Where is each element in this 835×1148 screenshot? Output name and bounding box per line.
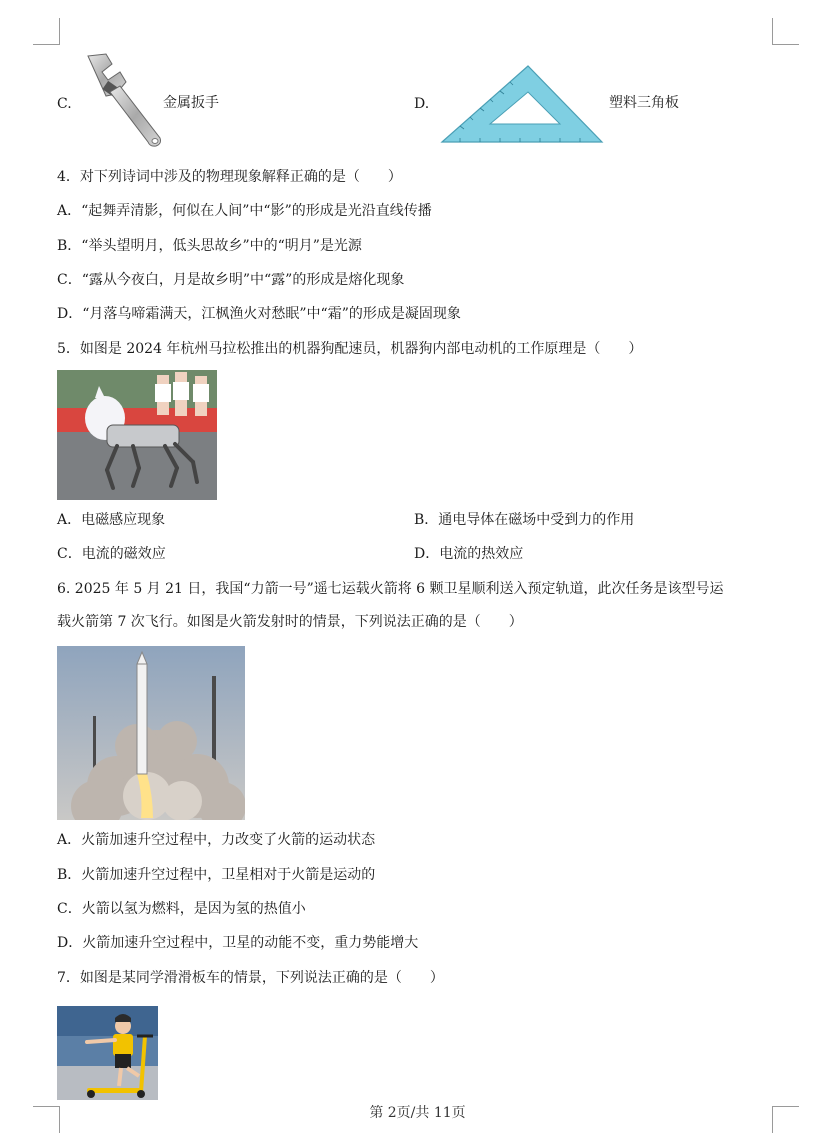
- q3-option-c-letter: C.: [57, 96, 72, 112]
- q5-stem: 5．如图是 2024 年杭州马拉松推出的机器狗配速员，机器狗内部电动机的工作原理是（ ）: [57, 341, 643, 357]
- q4-option-a: A．“起舞弄清影，何似在人间”中“影”的形成是光沿直线传播: [57, 203, 432, 219]
- q7-stem: 7．如图是某同学滑滑板车的情景，下列说法正确的是（ ）: [57, 970, 444, 986]
- wrench-image: [76, 50, 168, 150]
- q3-option-d-letter: D.: [414, 96, 430, 112]
- q4-option-b: B．“举头望明月，低头思故乡”中的“明月”是光源: [57, 238, 362, 254]
- q4-option-d: D．“月落乌啼霜满天，江枫渔火对愁眠”中“霜”的形成是凝固现象: [57, 306, 461, 322]
- q6-option-d: D．火箭加速升空过程中，卫星的动能不变，重力势能增大: [57, 935, 419, 951]
- scooter-photo: [57, 1006, 158, 1100]
- rocket-launch-photo: [57, 646, 245, 820]
- page-number-text: 第 2页/共 11页: [369, 1105, 466, 1121]
- q6-stem-line1: 6. 2025 年 5 月 21 日，我国“力箭一号”遥七运载火箭将 6 颗卫星顺利送入预定轨道，此次任务是该型号运: [57, 581, 724, 597]
- corner-mark-top-left: [33, 18, 60, 45]
- q4-option-c: C．“露从今夜白，月是故乡明”中“露”的形成是熔化现象: [57, 272, 405, 288]
- corner-mark-top-right: [772, 18, 799, 45]
- q5-option-d: D．电流的热效应: [414, 546, 524, 562]
- q6-option-a: A．火箭加速升空过程中，力改变了火箭的运动状态: [57, 832, 376, 848]
- robot-dog-photo: [57, 370, 217, 500]
- q4-stem: 4．对下列诗词中涉及的物理现象解释正确的是（ ）: [57, 169, 402, 185]
- q6-option-c: C．火箭以氢为燃料，是因为氢的热值小: [57, 901, 306, 917]
- page-number-footer: [0, 1102, 835, 1122]
- q6-option-b: B．火箭加速升空过程中，卫星相对于火箭是运动的: [57, 867, 376, 883]
- q5-option-a: A．电磁感应现象: [57, 512, 166, 528]
- triangle-ruler-image: [440, 62, 604, 144]
- q5-option-b: B．通电导体在磁场中受到力的作用: [414, 512, 635, 528]
- q5-option-c: C．电流的磁效应: [57, 546, 166, 562]
- q6-stem-line2: 载火箭第 7 次飞行。如图是火箭发射时的情景，下列说法正确的是（ ）: [57, 614, 523, 630]
- q3-option-c-text: 金属扳手: [163, 95, 219, 111]
- q3-option-d-text: 塑料三角板: [609, 95, 679, 111]
